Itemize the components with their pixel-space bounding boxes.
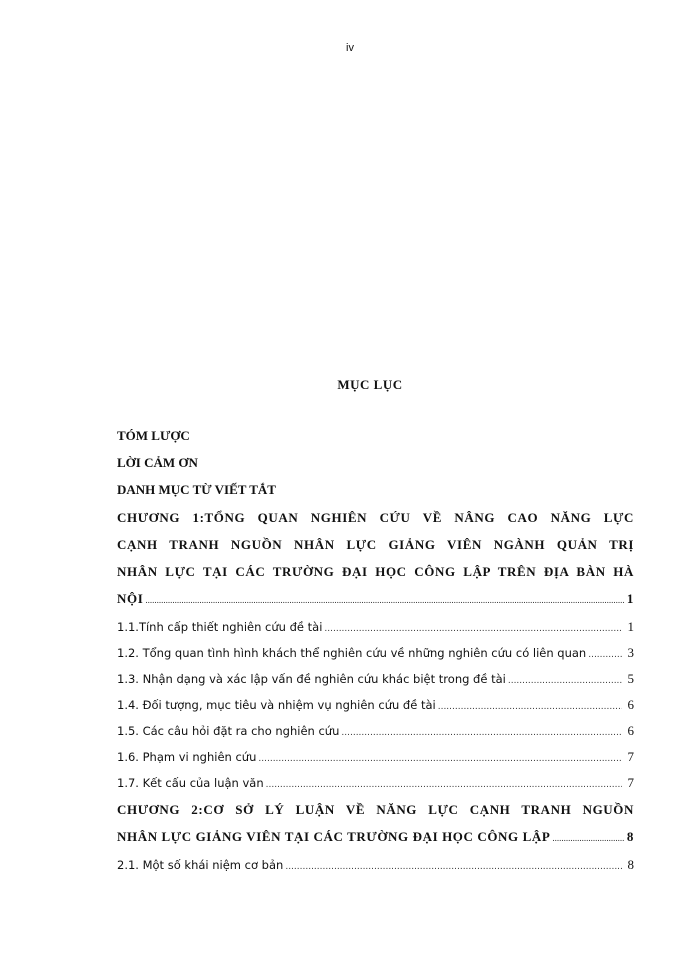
toc-entry-text: 1.5. Các câu hỏi đặt ra cho nghiên cứu [117,724,340,738]
table-of-contents [117,423,634,878]
dot-leader [508,668,622,694]
dot-leader [438,694,622,720]
chapter-1-title-line: CHƯƠNG 1:TỔNG QUAN NGHIÊN CỨU VỀ NÂNG CAO NĂNG LỰC [117,510,634,525]
toc-entry-text: 2.1. Một số khái niệm cơ bản [117,858,284,872]
chapter-1-title-line: NHÂN LỰC TẠI CÁC TRƯỜNG ĐẠI HỌC CÔNG LẬP TRÊN ĐỊA BÀN HÀ [117,564,634,579]
toc-entry-page: 8 [627,857,634,872]
toc-entry-page: 7 [627,749,634,764]
dot-leader [145,587,625,614]
toc-entry-page: 7 [627,775,634,790]
toc-chapter-2[interactable] [117,796,634,852]
dot-leader [324,616,622,642]
dot-leader [588,642,622,668]
page-number: iv [346,42,354,54]
toc-entry-page: 1 [627,619,634,634]
toc-entry-text: 1.3. Nhận dạng và xác lập vấn đề nghiên cứu khác biệt trong đề tài [117,672,506,686]
toc-entry[interactable] [117,770,634,796]
dot-leader [285,854,622,880]
toc-entry-page: 5 [627,671,634,686]
toc-entry[interactable] [117,718,634,744]
dot-leader [552,825,625,852]
toc-title: MỤC LỤC [337,377,403,392]
dot-leader [341,720,622,746]
toc-entry-text: 1.7. Kết cấu của luận văn [117,776,264,790]
toc-entry[interactable] [117,744,634,770]
toc-entry-page: 6 [627,697,634,712]
toc-entry-page: 3 [627,645,634,660]
toc-entry-text: 1.2. Tổng quan tình hình khách thể nghiên cứu về những nghiên cứu có liên quan [117,646,587,660]
chapter-1-title-line: NỘI [117,591,144,606]
toc-entry-text: 1.6. Phạm vi nghiên cứu [117,750,257,764]
toc-entry-text: 1.1.Tính cấp thiết nghiên cứu đề tài [117,620,323,634]
dot-leader [266,772,622,798]
toc-heading-summary[interactable]: TÓM LƯỢC [117,428,190,443]
toc-chapter-1[interactable] [117,504,634,614]
toc-entry[interactable] [117,692,634,718]
chapter-2-title-line: CHƯƠNG 2:CƠ SỞ LÝ LUẬN VỀ NĂNG LỰC CẠNH TRANH NGUỒN [117,802,634,817]
chapter-1-title-line: CẠNH TRANH NGUỒN NHÂN LỰC GIẢNG VIÊN NGÀNH QUẢN TRỊ [117,537,634,552]
chapter-1-title-last-line [117,585,634,614]
chapter-2-title-line: NHÂN LỰC GIẢNG VIÊN TẠI CÁC TRƯỜNG ĐẠI HỌC CÔNG LẬP [117,829,551,844]
toc-entry[interactable] [117,852,634,878]
toc-heading-acknowledgements[interactable]: LỜI CẢM ƠN [117,455,198,470]
chapter-1-page: 1 [626,591,634,606]
toc-entry[interactable] [117,640,634,666]
toc-entry-text: 1.4. Đối tượng, mục tiêu và nhiệm vụ nghiên cứu đề tài [117,698,436,712]
dot-leader [258,746,622,772]
toc-entry-page: 6 [627,723,634,738]
chapter-2-title-last-line [117,823,634,852]
toc-entry[interactable] [117,614,634,640]
toc-heading-abbreviations[interactable]: DANH MỤC TỪ VIẾT TẮT [117,482,276,497]
chapter-2-page: 8 [626,829,634,844]
toc-entry[interactable] [117,666,634,692]
